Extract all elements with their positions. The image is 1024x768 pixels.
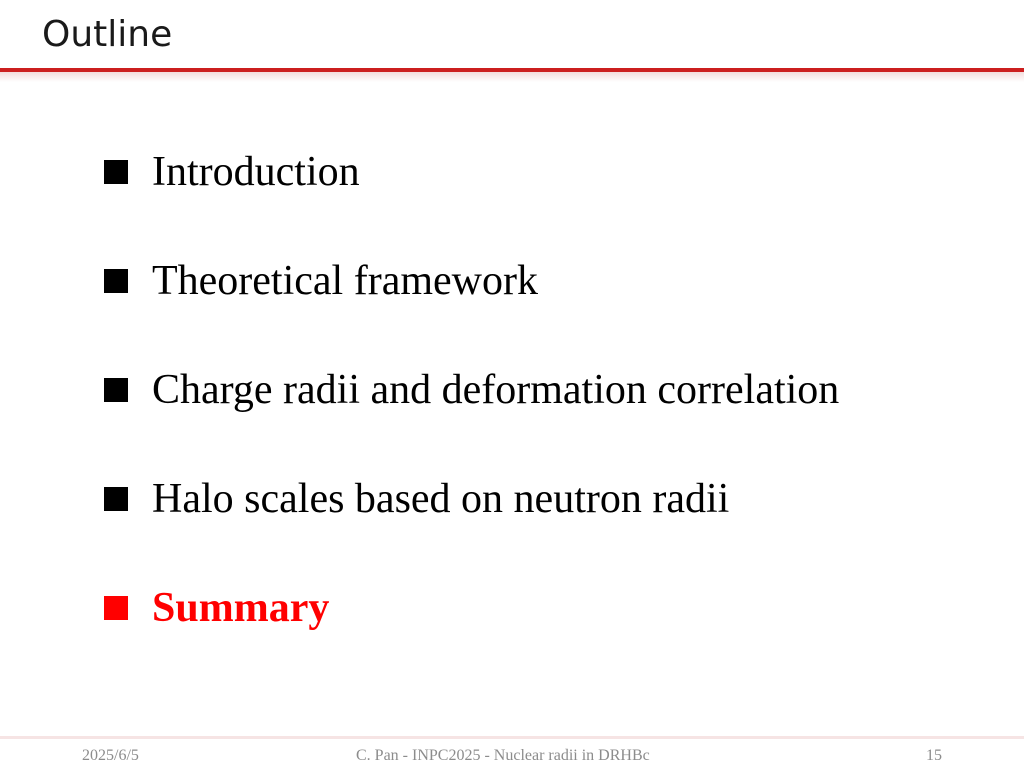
square-bullet-icon — [104, 378, 128, 402]
outline-list — [104, 143, 839, 688]
footer-date: 2025/6/5 — [82, 747, 139, 764]
outline-item-theoretical-framework — [104, 252, 839, 310]
square-bullet-icon — [104, 160, 128, 184]
square-bullet-icon — [104, 269, 128, 293]
outline-item-summary — [104, 579, 839, 637]
footer-presentation-info: C. Pan - INPC2025 - Nuclear radii in DRHBc — [356, 747, 650, 764]
outline-item-halo-scales — [104, 470, 839, 528]
outline-item-introduction — [104, 143, 839, 201]
outline-item-label: Summary — [152, 585, 330, 631]
square-bullet-icon — [104, 487, 128, 511]
footer-divider — [0, 736, 1024, 739]
slide-title: Outline — [42, 14, 173, 55]
outline-item-charge-radii — [104, 361, 839, 419]
outline-item-label: Charge radii and deformation correlation — [152, 367, 840, 413]
outline-item-label: Halo scales based on neutron radii — [152, 476, 730, 522]
footer-page-number: 15 — [926, 747, 942, 764]
title-divider-shadow — [0, 72, 1024, 82]
outline-item-label: Introduction — [152, 149, 360, 195]
outline-item-label: Theoretical framework — [152, 258, 538, 304]
square-bullet-icon — [104, 596, 128, 620]
